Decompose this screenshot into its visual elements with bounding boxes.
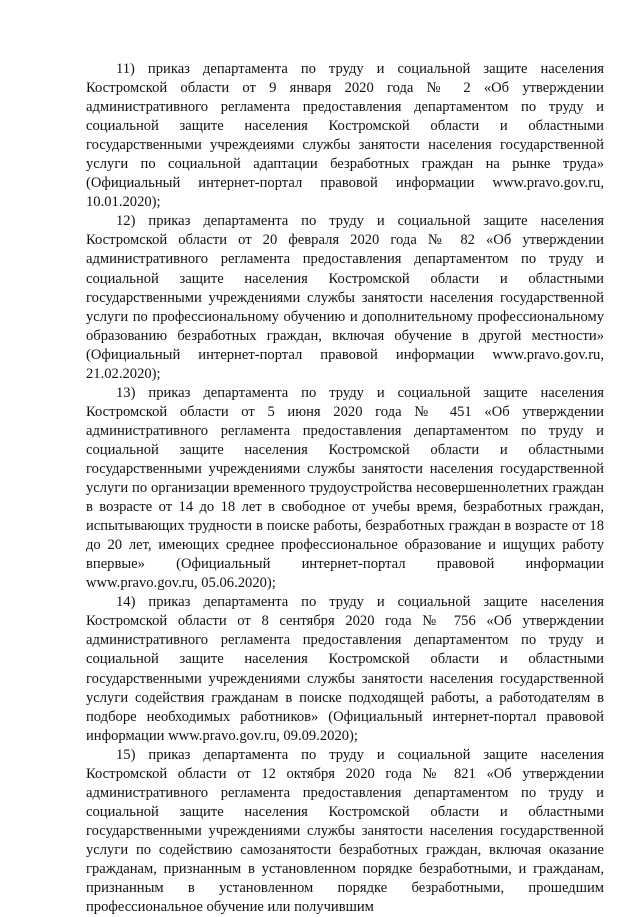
paragraph-item-11: 11) приказ департамента по труду и социальной защите населения Костромской области от 9 января 2020 года № 2 «Об утверждении административного регламента предоставления департаментом по труду и социальной защите населения Костромской области и областными государственными учреждеиями службы занятости населения государственной услуги по социальной адаптации безработных граждан на рынке труда» (Официальный интернет-портал правовой информации www.pravo.gov.ru, 10.01.2020); bbox=[86, 61, 604, 211]
paragraph-item-12: 12) приказ департамента по труду и социальной защите населения Костромской области от 20 февраля 2020 года № 82 «Об утверждении административного регламента предоставления департаментом по труду и социальной защите населения Костромской области и областными государственными учреждениями службы занятости населения государственной услуги по профессиональному обучению и дополнительному профессиональному образованию безработных граждан, включая обучение в другой местности» (Официальный интернет-портал правовой информации www.pravo.gov.ru, 21.02.2020); bbox=[86, 213, 604, 382]
paragraph-item-13: 13) приказ департамента по труду и социальной защите населения Костромской области от 5 июня 2020 года № 451 «Об утверждении административного регламента предоставления департаментом по труду и социальной защите населения Костромской области и областными государственными учреждениями службы занятости населения государственной услуги по организации временного трудоустройства несовершеннолетних граждан в возрасте от 14 до 18 лет в свободное от учебы время, безработных граждан, испытывающих трудности в поиске работы, безработных граждан в возрасте от 18 до 20 лет, имеющих среднее профессиональное образование и ищущих работу впервые» (Официальный интернет-портал правовой информации www.pravo.gov.ru, 05.06.2020); bbox=[86, 384, 604, 592]
paragraph-item-15: 15) приказ департамента по труду и социальной защите населения Костромской области от 12 октября 2020 года № 821 «Об утверждении административного регламента предоставления департаментом по труду и социальной защите населения Костромской области и областными государственными учреждениями службы занятости населения государственной услуги по содействию самозанятости безработных граждан, включая оказание гражданам, признанным в установленном порядке безработными, и гражданам, признанным в установленном порядке безработными, прошедшим профессиональное обучение или получившим bbox=[86, 746, 604, 916]
paragraph-item-14: 14) приказ департамента по труду и социальной защите населения Костромской области от 8 сентября 2020 года № 756 «Об утверждении административного регламента предоставления департаментом по труду и социальной защите населения Костромской области и областными государственными учреждениями службы занятости населения государственной услуги содействия гражданам в поиске подходящей работы, а работодателям в подборе необходимых работников» (Официальный интернет-портал правовой информации www.pravo.gov.ru, 09.09.2020); bbox=[86, 594, 604, 744]
document-body bbox=[86, 60, 604, 917]
